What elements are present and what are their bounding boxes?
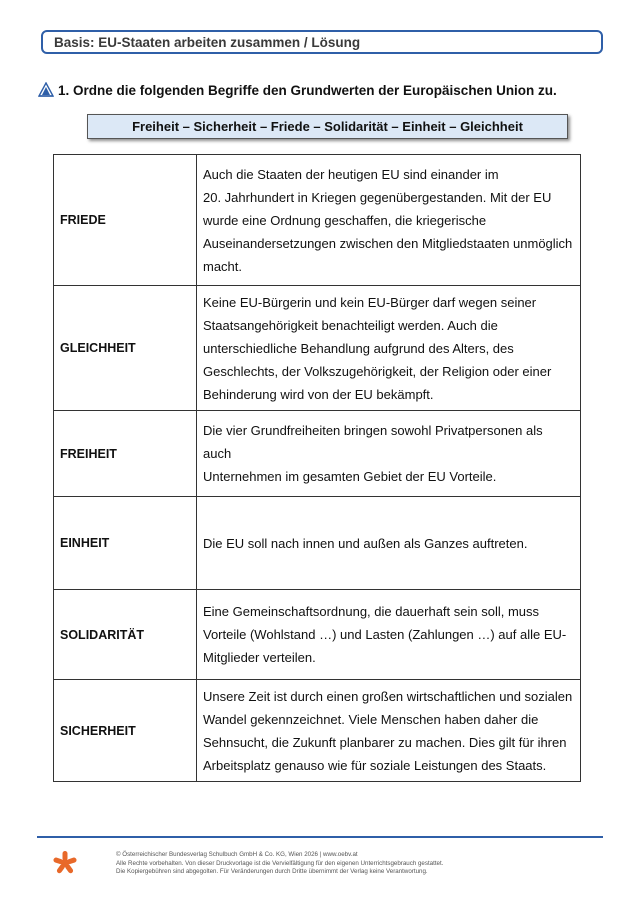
- description-line: Behinderung wird von der EU bekämpft.: [203, 386, 434, 402]
- term-cell: GLEICHHEIT: [54, 286, 197, 411]
- term-cell: EINHEIT: [54, 497, 197, 590]
- description-line: macht.: [203, 258, 243, 274]
- footer-divider: [37, 836, 603, 838]
- description-cell: [197, 590, 581, 680]
- term-cell: SOLIDARITÄT: [54, 590, 197, 680]
- description-line: Mitglieder verteilen.: [203, 650, 316, 665]
- description-line: wurde eine Ordnung geschaffen, die kriegerische: [203, 212, 487, 228]
- description-line: Vorteile (Wohlstand …) und Lasten (Zahlungen …) auf alle EU-: [203, 627, 567, 642]
- description-line: Auseinandersetzungen zwischen den Mitgliedstaaten unmöglich: [203, 235, 573, 251]
- table-row: [54, 680, 581, 782]
- description-line: Keine EU-Bürgerin und kein EU-Bürger darf wegen seiner: [203, 294, 537, 310]
- terms-box: [87, 114, 568, 139]
- oebv-star-logo-icon: [52, 850, 78, 876]
- table-row: [54, 411, 581, 497]
- triangle-level-icon: [38, 82, 54, 98]
- description-line: Unternehmen im gesamten Gebiet der EU Vorteile.: [203, 469, 497, 484]
- footer-line: © Österreichischer Bundesverlag Schulbuch GmbH & Co. KG, Wien 2026 | www.oebv.at: [116, 851, 358, 858]
- worksheet-title-box: [41, 30, 603, 54]
- description-cell: [197, 286, 581, 411]
- task-instruction: [38, 82, 557, 98]
- terms-list: Freiheit – Sicherheit – Friede – Solidarität – Einheit – Gleichheit: [132, 119, 523, 134]
- description-line: Auch die Staaten der heutigen EU sind einander im: [203, 166, 499, 182]
- table-row: [54, 590, 581, 680]
- term-cell: FREIHEIT: [54, 411, 197, 497]
- task-text: 1. Ordne die folgenden Begriffe den Grundwerten der Europäischen Union zu.: [58, 82, 557, 98]
- description-cell: [197, 411, 581, 497]
- description-cell: [197, 497, 581, 590]
- description-line: Wandel gekennzeichnet. Viele Menschen haben daher die: [203, 711, 539, 727]
- description-line: Unsere Zeit ist durch einen großen wirtschaftlichen und sozialen: [203, 688, 573, 704]
- footer-line: Alle Rechte vorbehalten. Von dieser Druckvorlage ist die Vervielfältigung für den eigenen Unterrichtsgebrauch gestattet.: [116, 859, 444, 867]
- term-cell: FRIEDE: [54, 155, 197, 286]
- table-row: [54, 286, 581, 411]
- description-cell: [197, 155, 581, 286]
- footer-line: Die Kopiergebühren sind abgegolten. Für Veränderungen durch Dritte übernimmt der Verlag keine Verantwortung.: [116, 868, 428, 876]
- description-line: unterschiedliche Behandlung aufgrund des Alters, des: [203, 340, 514, 356]
- term-cell: SICHERHEIT: [54, 680, 197, 782]
- description-line: Staatsangehörigkeit benachteiligt werden. Auch die: [203, 317, 498, 333]
- description-cell: [197, 680, 581, 782]
- description-line: Geschlechts, der Volkszugehörigkeit, der Religion oder einer: [203, 363, 552, 379]
- description-line: Sehnsucht, die Zukunft planbarer zu machen. Dies gilt für ihren: [203, 734, 567, 750]
- footer-copyright: [116, 851, 606, 877]
- description-line: Die EU soll nach innen und außen als Ganzes auftreten.: [203, 535, 528, 551]
- description-line: Arbeitsplatz genauso wie für soziale Leistungen des Staats.: [203, 757, 547, 773]
- table-row: [54, 155, 581, 286]
- description-line: 20. Jahrhundert in Kriegen gegenübergestanden. Mit der EU: [203, 189, 552, 205]
- table-row: [54, 497, 581, 590]
- answer-table: [53, 154, 581, 782]
- worksheet-title: Basis: EU-Staaten arbeiten zusammen / Lösung: [54, 34, 361, 50]
- description-line: Eine Gemeinschaftsordnung, die dauerhaft sein soll, muss: [203, 604, 540, 619]
- description-line: Die vier Grundfreiheiten bringen sowohl Privatpersonen als auch: [203, 423, 543, 461]
